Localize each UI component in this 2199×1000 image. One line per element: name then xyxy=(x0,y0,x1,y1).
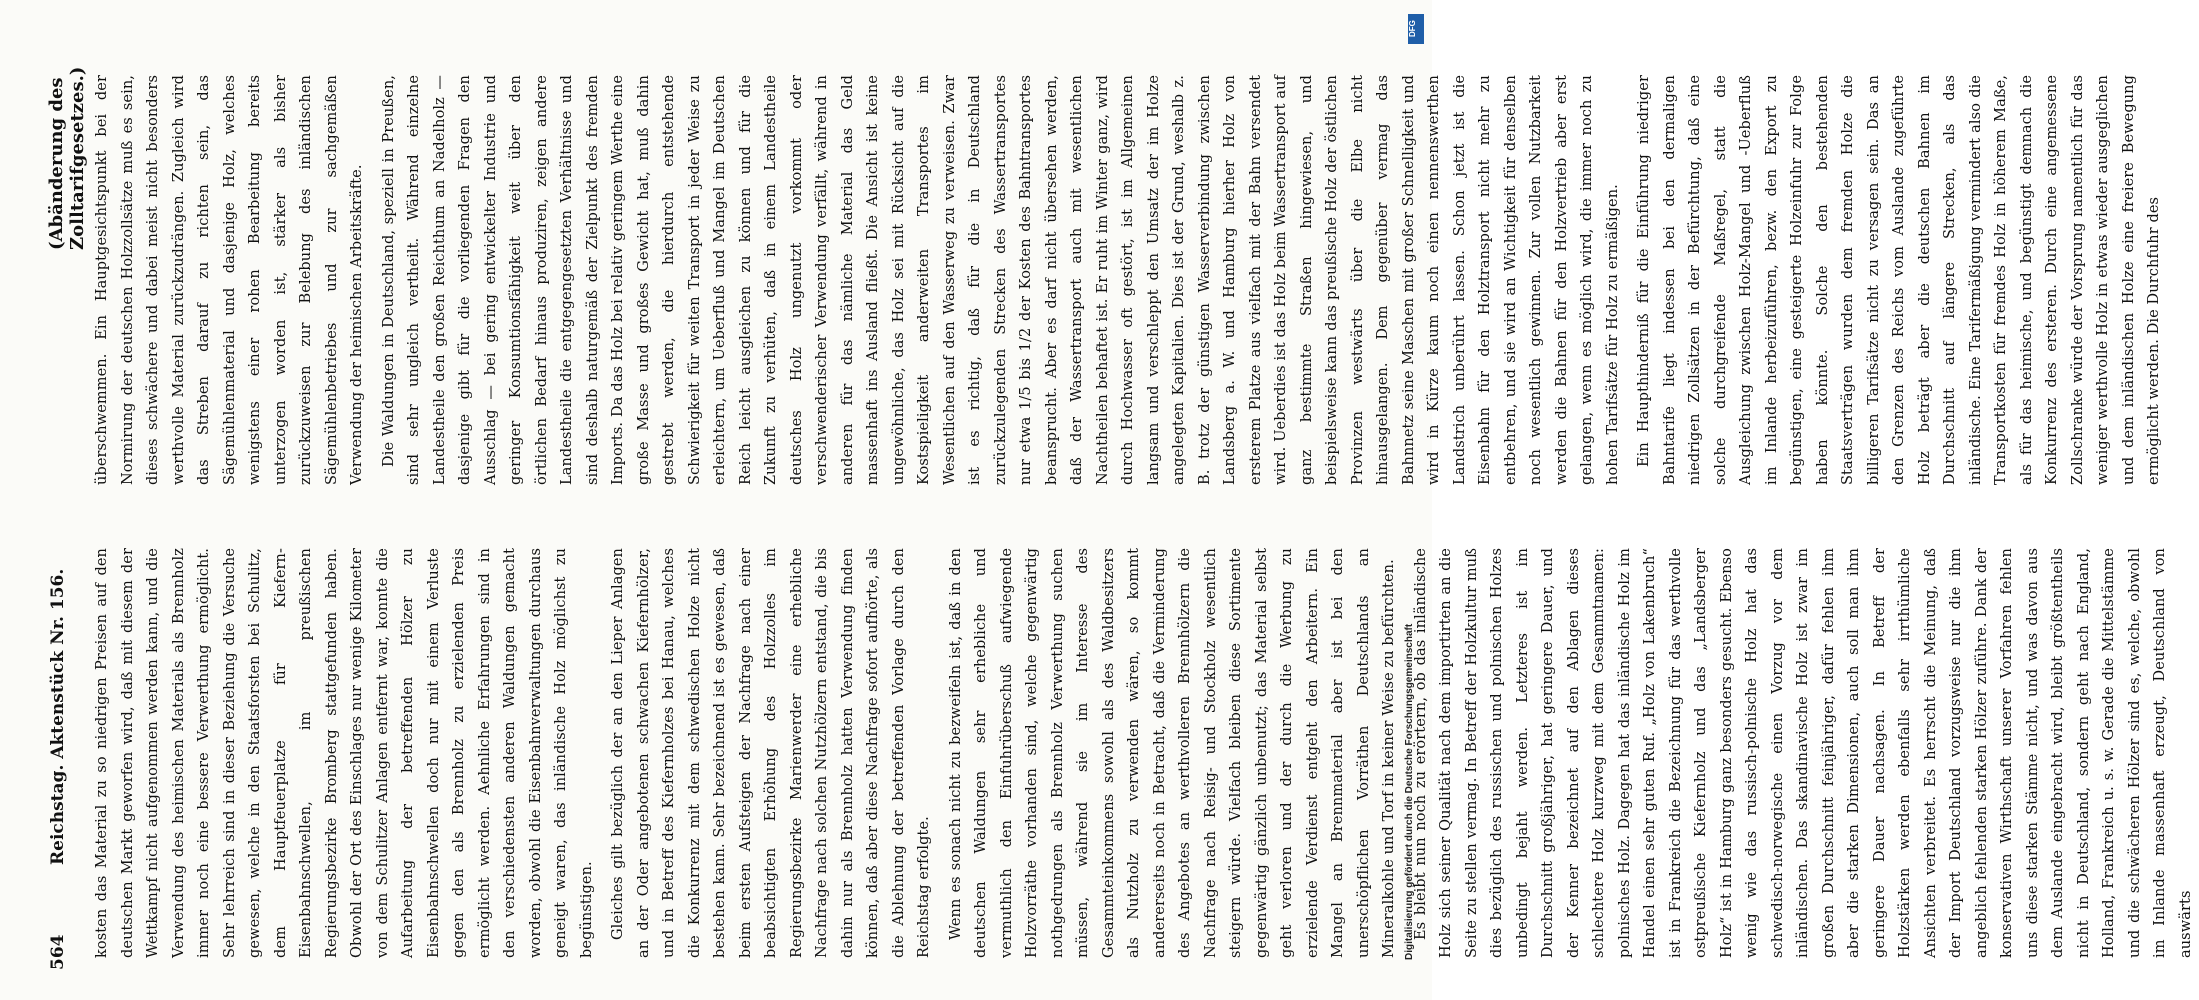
header-subject: (Abänderung des Zolltarifgesetzes.) xyxy=(46,66,88,250)
paragraph: Es bleibt nun noch zu erörtern, ob das inländische Holz sich seiner Qualität nach dem importirten an die Seite zu stellen vermag. In Betreff der Holzkultur muß dies bezüglich des russischen und polnischen Holzes unbedingt bejaht werden. Letzteres ist im Durchschnitt großjähriger, hat geringere Dauer, und der Kenner bezeichnet auf den Ablagen dieses schlechtere Holz kurzweg mit dem Gesammtnamen: polnisches Holz. Dagegen hat das inländische Holz im Handel einen sehr guten Ruf. „Holz von Lakenbruch“ ist in Frankreich die Bezeichnung für das werthvolle ostpreußische Kiefernholz und das „Landsberger Holz“ ist in Hamburg ganz besonders gesucht. Ebenso wenig wie das russisch-polnische Holz hat das schwedisch-norwegische einen Vorzug vor dem inländischen. Das skandinavische Holz ist zwar im großen Durchschnitt feinjähriger, dafür fehlen ihm aber die starken Dimensionen, auch soll man ihm geringere Dauer nachsagen. In Betreff der Holzstärken werden ebenfalls sehr irrthümliche Ansichten verbreitet. Es herrscht die Meinung, daß der Import Deutschland vorzugsweise nur die ihm angeblich fehlenden starken Hölzer zuführe. Dank der konservativen Wirthschaft unserer Vorfahren fehlen uns diese starken Stämme nicht, und was davon aus dem Auslande eingebracht wird, bleibt größtentheils nicht in Deutschland, sondern geht nach England, Holland, Frankreich u. s. w. Gerade die Mittelstämme und die schwächeren Hölzer sind es, welche, obwohl im Inlande massenhaft erzeugt, Deutschland von auswärts xyxy=(1412,548,2194,958)
paragraph: überschwemmen. Ein Hauptgesichtspunkt bei der Normirung der deutschen Holzzollsätze muß es sein, dieses schwächere und dabei meist nicht besonders werthvolle Material zurückzudrängen. Zugleich wird das Streben darauf zu richten sein, das Sägemühlenmaterial und dasjenige Holz, welches wenigstens einer rohen Bearbeitung bereits unterzogen worden ist, stärker als bisher zurückzuweisen zur Belebung des inländischen Sägemühlenbetriebes und zur sachgemäßen Verwendung der heimischen Arbeitskräfte. xyxy=(94,75,365,485)
digitization-credit-text: Digitalisierung gefördert durch die Deutsche Forschungsgemeinschaft xyxy=(1404,623,1415,960)
paragraph: Die Waldungen in Deutschland, speziell in Preußen, sind sehr ungleich vertheilt. Während einzelne Landestheile den großen Reichthum an Nadelholz — dasjenige gibt für die vorliegenden Fragen den Ausschlag — bei gering entwickelter Industrie und geringer Konsumtionsfähigkeit weit über den örtlichen Bedarf hinaus produziren, zeigen andere Landestheile die entgegengesetzten Verhältnisse und sind deshalb naturgemäß der Zielpunkt des fremden Imports. Da das Holz bei relativ geringem Werthe eine große Masse und großes Gewicht hat, muß dahin gestrebt werden, die hierdurch entstehende Schwierigkeit für weiten Transport in jeder Weise zu erleichtern, um Ueberfluß und Mangel im Deutschen Reich leicht ausgleichen zu können und für die Zukunft zu verhüten, daß in einem Landestheile deutsches Holz ungenutzt vorkommt oder verschwenderischer Verwendung verfällt, während in anderen für das nämliche Material das Geld massenhaft ins Ausland fließt. Die Ansicht ist keine ungewöhnliche, das Holz sei mit Rücksicht auf die Kostspieligkeit anderweiten Transportes im Wesentlichen auf den Wasserweg zu verweisen. Zwar ist es richtig, daß für die in Deutschland zurückzulegenden Strecken des Wassertransportes nur etwa 1/5 bis 1/2 der Kosten des Bahntransportes beansprucht. Aber es darf nicht übersehen werden, daß der Wassertransport auch mit wesentlichen Nachtheilen behaftet ist. Er ruht im Winter ganz, wird durch Hochwasser oft gestört, ist im Allgemeinen langsam und verschleppt den Umsatz der im Holze angelegten Kapitalien. Dies ist der Grund, weshalb z. B. trotz der günstigen Wasserverbindung zwischen Landsberg a. W. und Hamburg hierher Holz von ersterem Platze aus vielfach mit der Bahn versendet wird. Ueberdies ist das Holz beim Wassertransport auf ganz bestimmte Straßen hingewiesen, und beispielsweise kann das preußische Holz der östlichen Provinzen westwärts über die Elbe nicht hinausgelangen. Dem gegenüber vermag das Bahnnetz seine Maschen mit großer Schnelligkeit und wird in Kürze kaum noch einen nennenswerthen Landstrich unberührt lassen. Schon jetzt ist die Eisenbahn für den Holztransport nicht mehr zu entbehren, und sie wird an Wichtigkeit für denselben noch wesentlich gewinnen. Zur vollen Nutzbarkeit werden die Bahnen für den Holzvertrieb aber erst gelangen, wenn es möglich wird, die immer noch zu hohen Tarifsätze für Holz zu ermäßigen. xyxy=(380,75,1621,485)
text-column-right xyxy=(90,75,2162,485)
paragraph: Wenn es sonach nicht zu bezweifeln ist, daß in den deutschen Waldungen sehr erhebliche und vermuthlich den Einfuhrüberschuß aufwiegende Holzvorräthe vorhanden sind, welche gegenwärtig nothgedrungen als Brennholz Verwerthung suchen müssen, während sie im Interesse des Gesammteinkommens sowohl als des Waldbesitzers als Nutzholz zu verwenden wären, so kommt andererseits noch in Betracht, daß die Verminderung des Angebotes an werthvolleren Brennhölzern die Nachfrage nach Reisig- und Stockholz wesentlich steigern würde. Vielfach bleiben diese Sortimente gegenwärtig gänzlich unbenutzt; das Material selbst geht verloren und der durch die Werbung zu erzielende Verdienst entgeht den Arbeitern. Ein Mangel an Brennmaterial aber ist bei den unerschöpflichen Vorräthen Deutschlands an Mineralkohle und Torf in keiner Weise zu befürchten. xyxy=(947,548,1397,958)
paragraph: Gleiches gilt bezüglich der an den Lieper Anlagen an der Oder angebotenen schwachen Kiefernhölzer, und in Betreff des Kiefernholzes bei Hanau, welches die Konkurrenz mit dem schwedischen Holze nicht bestehen kann. Sehr bezeichnend ist es gewesen, daß beim ersten Aufsteigen der Nachfrage nach einer beabsichtigten Erhöhung des Holzzolles im Regierungsbezirke Marienwerder eine erhebliche Nachfrage nach solchen Nutzhölzern entstand, die bis dahin nur als Brennholz hatten Verwendung finden können, daß aber diese Nachfrage sofort aufhörte, als die Ablehnung der betreffenden Vorlage durch den Reichstag erfolgte. xyxy=(610,548,932,958)
paragraph: kosten das Material zu so niedrigen Preisen auf den deutschen Markt geworfen wird, daß mit diesem der Wettkampf nicht aufgenommen werden kann, und die Verwendung des heimischen Materials als Brennholz immer noch eine bessere Verwerthung ermöglicht. Sehr lehrreich sind in dieser Beziehung die Versuche gewesen, welche in den Staatsforsten bei Schulitz, dem Hauptfeuerplatze für Kiefern-Eisenbahnschwellen, im preußischen Regierungsbezirke Bromberg stattgefunden haben. Obwohl der Ort des Einschlages nur wenige Kilometer von dem Schulitzer Anlagen entfernt war, konnte die Aufarbeitung der betreffenden Hölzer zu Eisenbahnschwellen doch nur mit einem Verluste gegen den als Brennholz zu erzielenden Preis ermöglicht werden. Aehnliche Erfahrungen sind in den verschiedensten anderen Waldungen gemacht worden, obwohl die Eisenbahnverwaltungen durchaus geneigt waren, das inländische Holz möglichst zu begünstigen. xyxy=(94,548,595,958)
digitization-credit xyxy=(1404,60,1424,960)
dfg-logo: DFG xyxy=(1408,14,1424,44)
paragraph: Ein Haupthinderniß für die Einführung niedriger Bahntarife liegt indessen bei den dermaligen niedrigen Zollsätzen in der Befürchtung, daß eine solche durchgreifende Maßregel, statt die Ausgleichung zwischen Holz-Mangel und -Ueberfluß im Inlande herbeizuführen, bezw. den Export zu begünstigen, eine gesteigerte Holzeinfuhr zur Folge haben könnte. Solche den bestehenden Staatsverträgen wurden dem fremden Holze die billigeren Tarifsätze nicht zu versagen sein. Das an den Grenzen des Reichs vom Auslande zugeführte Holz beträgt aber die deutschen Bahnen im Durchschnitt auf längere Strecken, als das inländische. Eine Tarifermäßigung vermindert also die Transportkosten für fremdes Holz in höherem Maße, als für das heimische, und begünstigt demnach die Konkurrenz des ersteren. Durch eine angemessene Zollschranke würde der Vorsprung namentlich für das weniger werthvolle Holz in etwas wieder ausgeglichen und dem inländischen Holze eine freiere Bewegung ermöglicht werden. Die Durchfuhr des xyxy=(1636,75,2162,485)
page-number: 564 xyxy=(48,934,68,970)
header-document-reference: Reichstag. Aktenstück Nr. 156. xyxy=(48,568,68,865)
page-header xyxy=(40,30,88,970)
